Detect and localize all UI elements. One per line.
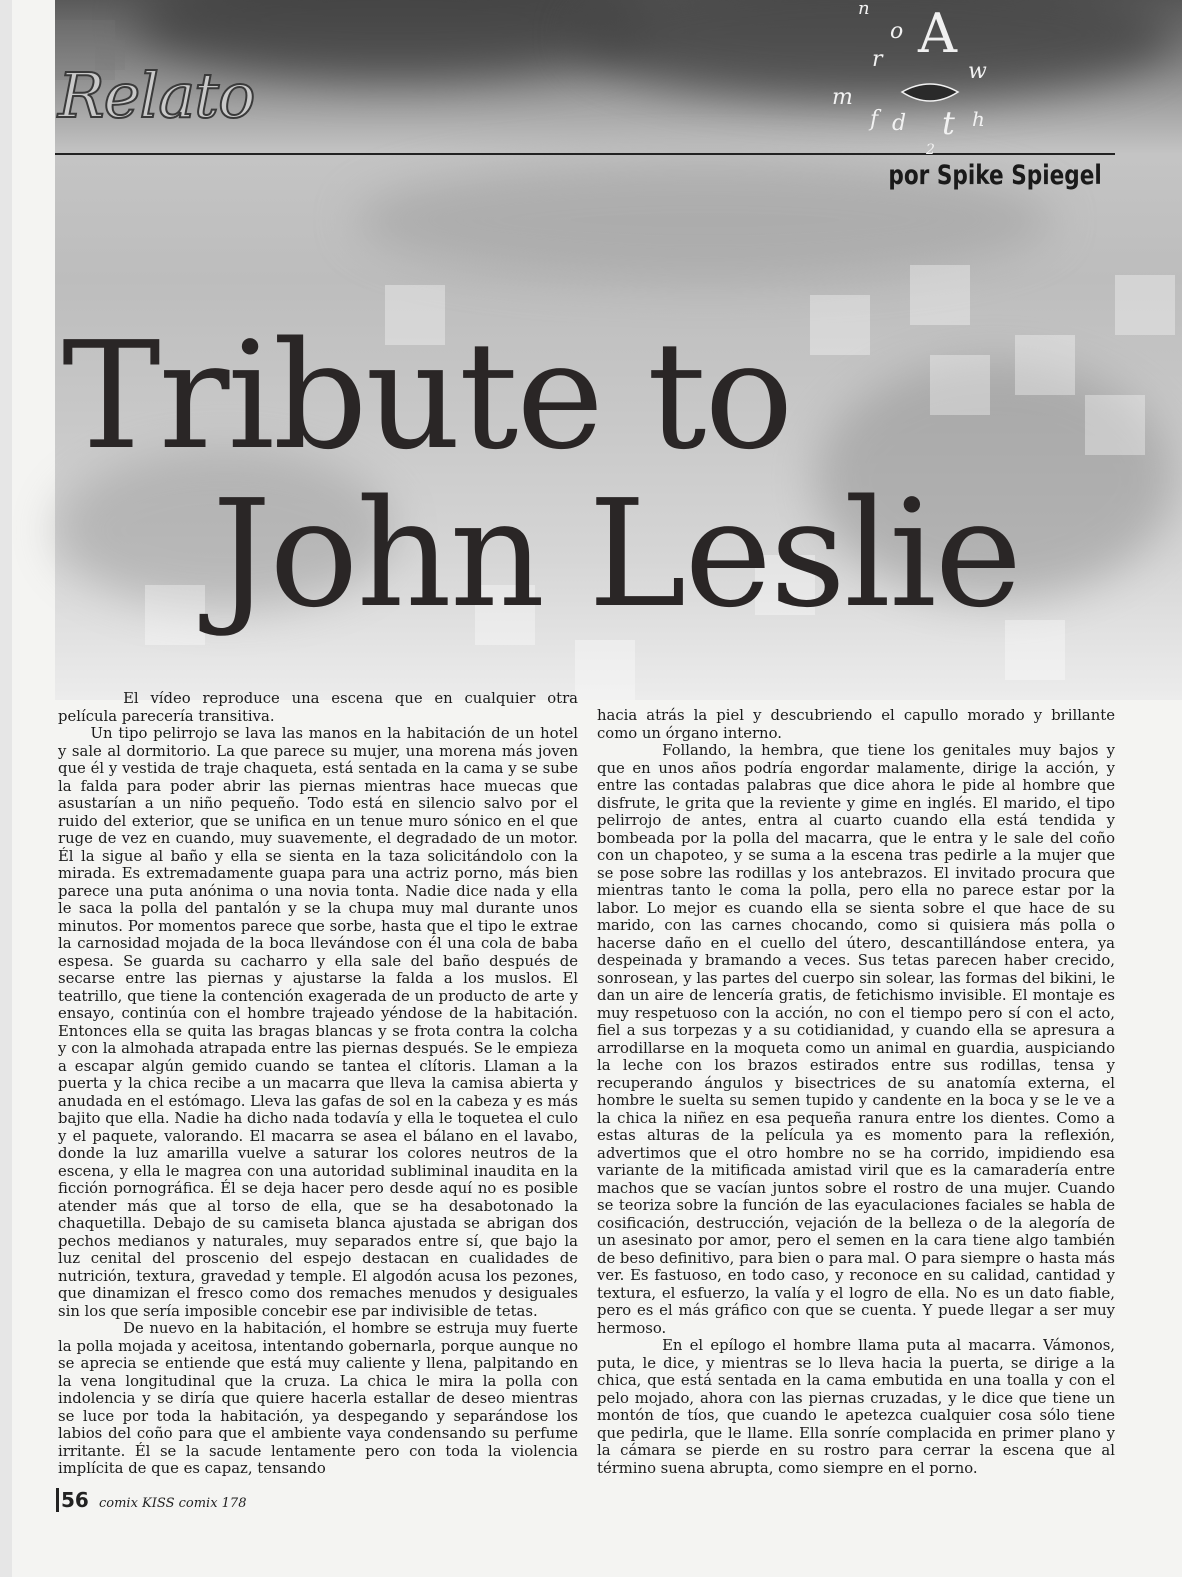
article-column-left: [58, 690, 578, 1478]
article-title-line1: Tribute to: [62, 310, 792, 482]
paragraph: hacia atrás la piel y descubriendo el capullo morado y brillante como un órgano interno.: [597, 707, 1115, 742]
logo-letter: d: [892, 111, 907, 136]
logo-letter: 2: [926, 142, 935, 155]
logo-letter: n: [858, 0, 870, 19]
logo-letter: w: [968, 59, 987, 84]
logo-letter: o: [890, 19, 904, 44]
page-footer: [56, 1488, 246, 1512]
section-label: Relato: [58, 59, 255, 132]
logo-letter: h: [972, 107, 985, 131]
logo-letter: A: [918, 2, 957, 65]
logo-letter: f: [870, 107, 879, 132]
paragraph: Un tipo pelirrojo se lava las manos en la habitación de un hotel y sale al dormitorio. La que parece su mujer, una morena más joven que él y vestida de traje chaqueta, está sentada en la cama y se sube la falda para poder abrir las piernas mientras hace muecas que asustarían a un niño pequeño. Todo está en silencio salvo por el ruido del exterior, que se unifica en un tenue muro sónico en el que ruge de vez en cuando, muy suavemente, el degradado de un motor. Él la sigue al baño y ella se sienta en la taza solicitándolo con la mirada. Es extremadamente guapa para una actriz porno, más bien parece una puta anónima o una novia tonta. Nadie dice nada y ella le saca la polla del pantalón y se la chupa muy mal durante unos minutos. Por momentos parece que sorbe, hasta que el tipo le extrae la carnosidad mojada de la boca llevándose con él una cola de baba espesa. Se guarda su cacharro y ella sale del baño después de secarse entre las piernas y ajustarse la falda a los muslos. El teatrillo, que tiene la contención exagerada de un producto de arte y ensayo, continúa con el hombre trajeado yéndose de la habitación. Entonces ella se quita las bragas blancas y se frota contra la colcha y con la almohada atrapada entre las piernas después. Se le empieza a escapar algún gemido cuando se tantea el clítoris. Llaman a la puerta y la chica recibe a un macarra que lleva la camisa abierta y anudada en el estómago. Lleva las gafas de sol en la cabeza y es más bajito que ella. Nadie ha dicho nada todavía y ella le toquetea el culo y el paquete, valorando. El macarra se asea el bálano en el lavabo, donde la luz amarilla vuelve a saturar los colores neutros de la escena, y ella le magrea con una autoridad subliminal inaudita en la ficción pornográfica. Él se deja hacer pero desde aquí no es posible atender más que al torso de ella, que se ha desabotonado la chaquetilla. Debajo de su camiseta blanca ajustada se abrigan dos pechos medianos y naturales, muy separados entre sí, que bajo la luz cenital del proscenio del espejo destacan en cualidades de nutrición, textura, gravedad y temple. El algodón acusa los pezones, que dinamizan el fresco como dos remaches menudos y desiguales sin los que sería imposible concebir ese par indivisible de tetas.: [58, 725, 578, 1320]
magazine-logo: [830, 0, 1000, 155]
page-number: 56: [56, 1488, 89, 1512]
logo-letter: m: [832, 85, 853, 110]
paragraph: En el epílogo el hombre llama puta al macarra. Vámonos, puta, le dice, y mientras se lo lleva hacia la puerta, se dirige a la chica, que está sentada en la cama embutida en una toalla y con el pelo mojado, ahora con las piernas cruzadas, y le dice que tiene un montón de tíos, que cuando le apetezca cualquier cosa sólo tiene que pedirla, que le llame. Ella sonríe complacida en primer plano y la cámara se pierde en su rostro para cerrar la escena que al término suena abrupta, como siempre en el porno.: [597, 1337, 1115, 1477]
paragraph: De nuevo en la habitación, el hombre se estruja muy fuerte la polla mojada y aceitosa, intentando gobernarla, porque aunque no se aprecia se entiende que está muy caliente y llena, palpitando en la vena longitudinal que la cruza. La chica le mira la polla con indolencia y se diría que quiere hacerla estallar de deseo mientras se luce por toda la habitación, ya despegando y separándose los labios del coño para que el ambiente vaya condensando su perfume irritante. Él se la sacude lentamente pero con toda la violencia implícita de que es capaz, tensando: [58, 1320, 578, 1477]
article-title-line2: John Leslie: [212, 468, 1021, 640]
paragraph: El vídeo reproduce una escena que en cualquier otra película parecería transitiva.: [58, 690, 578, 725]
logo-letter: t: [942, 104, 955, 142]
byline: por Spike Spiegel: [888, 160, 1102, 191]
paragraph: Follando, la hembra, que tiene los genitales muy bajos y que en unos años podría engordar malamente, dirige la acción, y entre las contadas palabras que dice ahora le pide al hombre que disfrute, le grita que la reviente y gime en inglés. El marido, el tipo pelirrojo de antes, entra al cuarto cuando ella está tendida y bombeada por la polla del macarra, que le entra y le sale del coño con un chapoteo, y se suma a la escena tras pedirle a la mujer que se pose sobre las rodillas y los antebrazos. El invitado procura que mientras tanto le coma la polla, pero ella no parece estar por la labor. Lo mejor es cuando ella se sienta sobre el que hace de su marido, con las carnes chocando, como si quisiera más polla o hacerse daño en el cuello del útero, descantillándose entera, ya despeinada y bramando a veces. Sus tetas parecen haber crecido, sonrosean, y las partes del cuerpo sin solear, las formas del bikini, le dan un aire de lencería gratis, de fetichismo invisible. El montaje es muy respetuoso con la acción, no con el tiempo pero sí con el acto, fiel a sus torpezas y a su cotidianidad, y cuando ella se apresura a arrodillarse en la moqueta como un animal en guardia, auspiciando la leche con los brazos estirados entre sus rodillas, tensa y recuperando ángulos y bisectrices de su anatomía externa, el hombre le suelta su semen tupido y candente en la boca y se le ve a la chica la niñez en esa pequeña ranura entre los dientes. Como a estas alturas de la película ya es momento para la reflexión, advertimos que el otro hombre no se ha corrido, impidiendo esa variante de la mitificada amistad viril que es la camaradería entre machos que se vacían juntos sobre el rostro de una mujer. Cuando se teoriza sobre la función de las eyaculaciones faciales se habla de cosificación, destrucción, vejación de la belleza o de la alegoría de un asesinato por amor, pero el semen en la cara tiene algo también de beso definitivo, para bien o para mal. O para siempre o hasta más ver. Es fastuoso, en todo caso, y reconoce en su calidad, cantidad y textura, el esfuerzo, la valía y el logro de ella. No es un dato fiable, pero es el más gráfico con que se cuenta. Y puede llegar a ser muy hermoso.: [597, 742, 1115, 1337]
publication-name: comix KISS comix 178: [98, 1496, 247, 1511]
page-edge: [0, 0, 12, 1577]
article-column-right: [597, 707, 1115, 1477]
logo-letter: r: [872, 47, 883, 72]
lips-icon: [902, 84, 958, 101]
